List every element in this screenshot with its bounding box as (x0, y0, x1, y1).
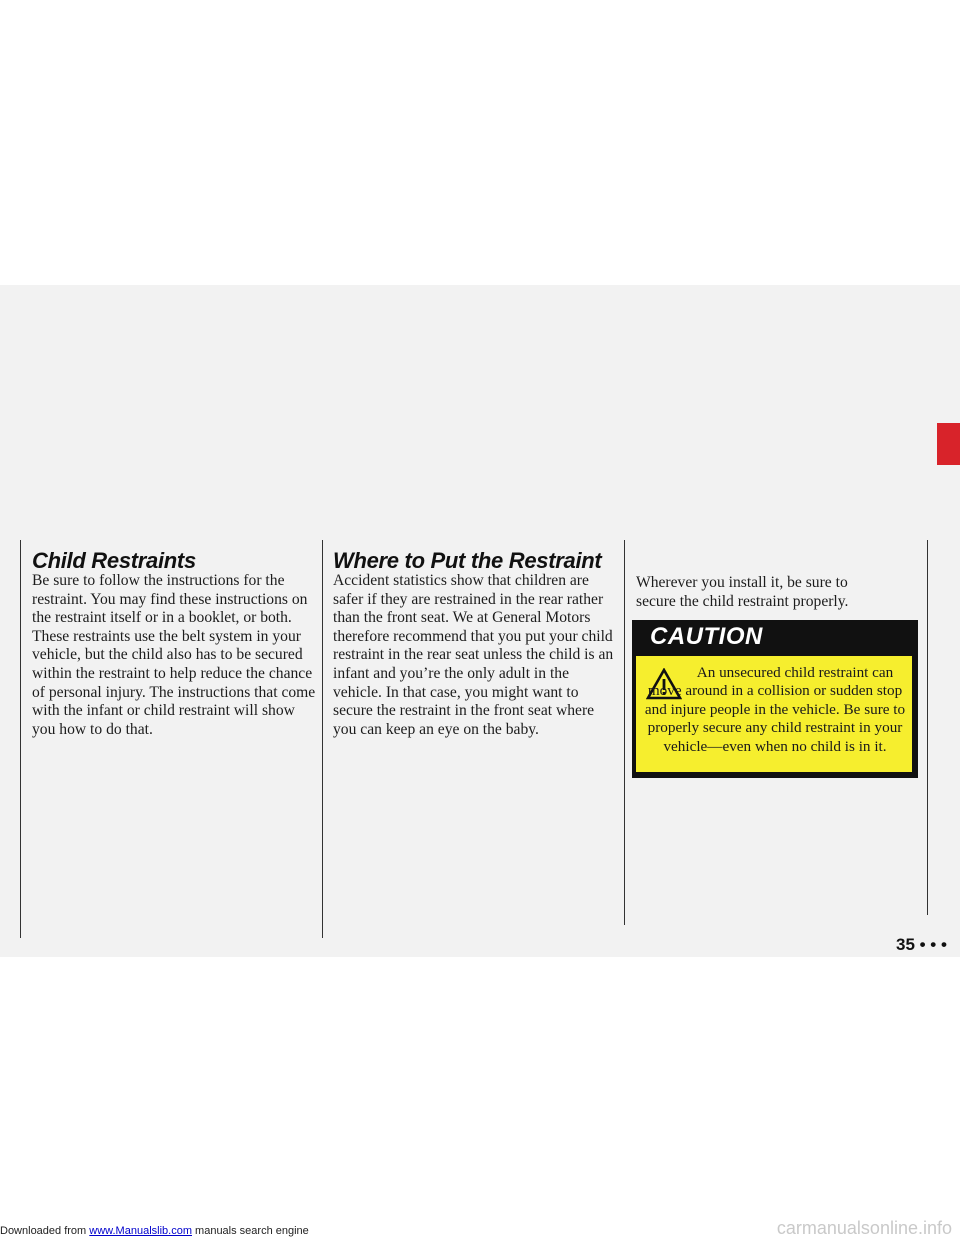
column-rule-right (927, 540, 928, 915)
section-heading-child-restraints: Child Restraints (32, 548, 196, 573)
manualslib-link[interactable]: www.Manualslib.com (89, 1225, 192, 1237)
column-rule-middle-right (624, 540, 625, 925)
caution-box (632, 620, 918, 778)
section-tab-marker (937, 423, 960, 465)
section-heading-where-to-put: Where to Put the Restraint (333, 548, 602, 573)
site-watermark: carmanualsonline.info (776, 1218, 952, 1238)
caution-title: CAUTION (650, 623, 763, 650)
page-number: 35 • • • (896, 935, 947, 954)
section-body-child-restraints: Be sure to follow the instructions for the restraint. You may find these instructions on the restraint itself or in a booklet, or both. These restraints use the belt system in your vehicle, but the child also has to be secured within the restraint to help reduce the chance of personal injury. The instructions that come with the infant or child restraint will show you how to do that. (32, 572, 316, 738)
footer-suffix: manuals search engine (191, 1225, 309, 1237)
column-rule-middle-left (322, 540, 323, 938)
section-body-where-to-put: Accident statistics show that children are safer if they are restrained in the rear rather than the front seat. We at General Motors therefore recommend that you put your child restraint in the rear seat unless the child is an infant and you’re the only adult in the vehicle. In that case, you might want to secure the restraint in the front seat where you can keep an eye on the baby. (333, 572, 614, 738)
column-rule-left (20, 540, 21, 938)
section-body-install-properly: Wherever you install it, be sure to secure the child restraint properly. (636, 574, 849, 610)
caution-panel (636, 656, 912, 772)
caution-text: An unsecured child restraint can move around in a collision or sudden stop and injure people in the vehicle. Be sure to properly secure any child restraint in your vehicle—even when no child is in it. (644, 664, 906, 755)
top-margin (0, 0, 960, 285)
footer-prefix: Downloaded from (0, 1225, 90, 1237)
download-footer (0, 1225, 309, 1237)
